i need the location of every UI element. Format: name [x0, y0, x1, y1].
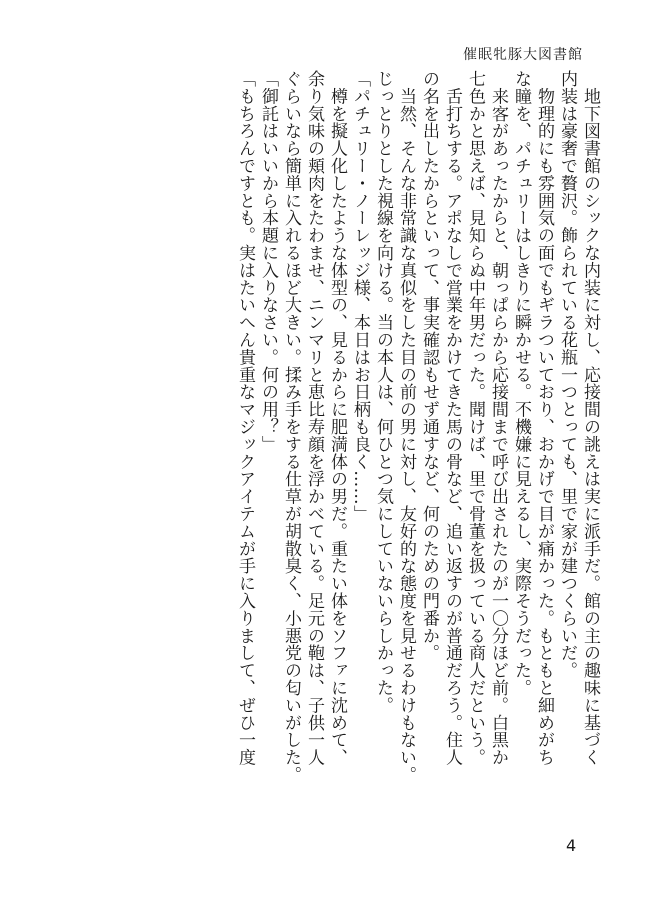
text-line: 地下図書館のシックな内装に対し、応接間の誂えは実に派手だ。館の主の趣味に基づく [580, 70, 600, 766]
vertical-body-text [49, 70, 601, 830]
text-line: の名を出したからといって、事実確認もせず通すなど、何のための門番か。 [419, 70, 439, 662]
text-line: 七色かと思えば、見知らぬ中年男だった。聞けば、里で骨董を扱っている商人だという。 [465, 70, 485, 766]
page-number: 4 [566, 836, 577, 855]
text-line: 内装は豪奢で贅沢。飾られている花瓶一つとっても、里で家が建つくらいだ。 [557, 70, 577, 679]
text-line: 来客があったからと、朝っぱらから応接間まで呼び出されたのが一〇分ほど前。白黒か [488, 70, 508, 766]
running-header-title: 催眠牝豚大図書館 [463, 47, 583, 63]
text-line: 「もちろんですとも。実はたいへん貴重なマジックアイテムが手に入りまして、ぜひ一度 [235, 70, 255, 766]
text-line: 舌打ちする。アポなしで営業をかけてきた馬の骨など、追い返すのが普通だろう。住人 [442, 70, 462, 766]
text-line: 余り気味の頬肉をたわませ、ニンマリと恵比寿顔を浮かべている。足元の鞄は、子供一人 [304, 70, 324, 766]
text-line: じっとりとした視線を向ける。当の本人は、何ひとつ気にしていないらしかった。 [373, 70, 393, 714]
text-line: 「御託はいいから本題に入りなさい。何の用？」 [258, 70, 278, 453]
text-line: ぐらいなら簡単に入れるほど大きい。揉み手をする仕草が胡散臭く、小悪党の匂いがした。 [281, 70, 301, 784]
text-line: 「パチュリー・ノーレッジ様、本日はお日柄も良く……」 [350, 70, 370, 523]
text-line: な瞳を、パチュリーはしきりに瞬かせる。不機嫌に見えるし、実際そうだった。 [511, 70, 531, 697]
text-line: 物理的にも雰囲気の面でもギラついており、おかげで目が痛かった。もともと細めがち [534, 70, 554, 766]
text-line: 当然、そんな非常識な真似をした目の前の男に対し、友好的な態度を見せるわけもない。 [396, 70, 416, 784]
text-line: 樽を擬人化したような体型の、見るからに肥満体の男だ。重たい体をソファに沈めて、 [327, 70, 347, 766]
